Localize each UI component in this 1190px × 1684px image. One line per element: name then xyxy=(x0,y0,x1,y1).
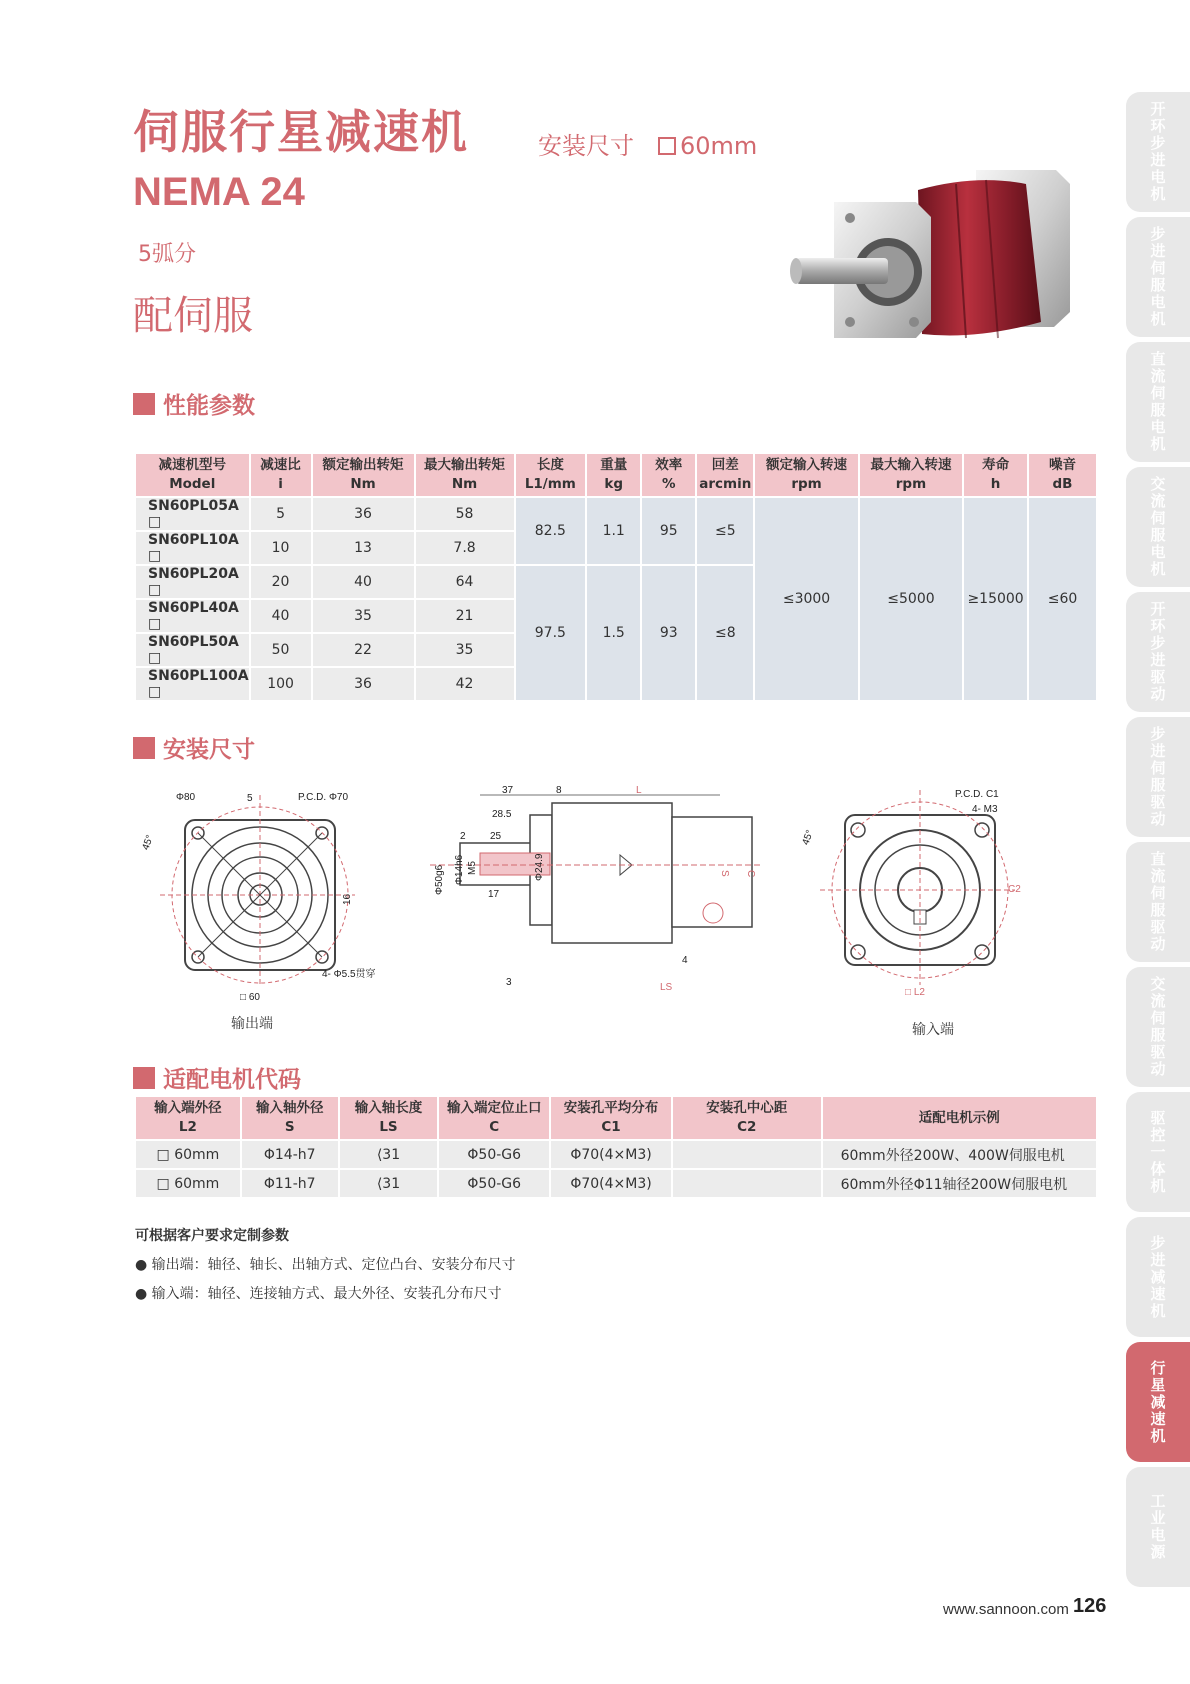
dim-25: 25 xyxy=(490,831,502,842)
side-tab-integrated-controller[interactable]: 驱控一体机 xyxy=(1126,1092,1190,1212)
output-end-drawing xyxy=(140,785,376,1015)
dim-4-m3: 4- M3 xyxy=(972,804,998,815)
side-tab-ac-servo-driver[interactable]: 交流伺服驱动 xyxy=(1126,967,1190,1087)
page-number: 126 xyxy=(1073,1595,1107,1617)
dim-pcd-c1: P.C.D. C1 xyxy=(955,789,999,800)
motor-fit-table xyxy=(134,1095,1098,1199)
gearbox-product-image xyxy=(826,162,1076,362)
header-cell: 输入端外径 L2 xyxy=(135,1096,241,1140)
header-cell: 输入轴外径 S xyxy=(241,1096,339,1140)
dim-3: 3 xyxy=(506,977,512,988)
table-row: SN60PL100A □ 100 36 42 xyxy=(135,667,1097,701)
header-cell: 额定输出转矩 Nm xyxy=(312,453,415,497)
dim-16: 16 xyxy=(342,893,353,905)
header-cell: 最大输入转速 rpm xyxy=(859,453,963,497)
dim-phi24-9: Φ24.9 xyxy=(534,853,545,881)
dim-phi14: Φ14h6 xyxy=(454,854,465,885)
section-title-dimensions: 安装尺寸 xyxy=(133,731,255,764)
side-tab-stepper-servo-motor[interactable]: 步进伺服电机 xyxy=(1126,217,1190,337)
section-marker xyxy=(133,1067,155,1089)
nema-label: NEMA 24 xyxy=(133,170,305,214)
section-marker xyxy=(133,393,155,415)
header-cell: 安装孔平均分布 C1 xyxy=(550,1096,672,1140)
table-row: □ 60mm Φ11-h7 ⟨31 Φ50-G6 Φ70(4×M3) 60mm外径Φ11轴径200W伺服电机 xyxy=(135,1169,1097,1198)
servo-label: 配伺服 xyxy=(133,293,253,339)
header-cell: 减速比 i xyxy=(250,453,312,497)
square-icon xyxy=(658,137,676,155)
dim-5: 5 xyxy=(247,793,253,804)
dim-8: 8 xyxy=(556,785,562,796)
table-row: SN60PL40A □ 40 35 21 xyxy=(135,599,1097,633)
dim-45deg-input: 45° xyxy=(800,828,816,847)
dim-45deg: 45° xyxy=(140,833,156,852)
dim-S: S xyxy=(719,870,730,877)
page-title: 伺服行星减速机 xyxy=(133,105,469,159)
table-row: □ 60mm Φ14-h7 ⟨31 Φ50-G6 Φ70(4×M3) 60mm外径200W、400W伺服电机 xyxy=(135,1140,1097,1169)
table-row: SN60PL10A □ 10 13 7.8 xyxy=(135,531,1097,565)
header-cell: 重量 kg xyxy=(586,453,641,497)
section-title-performance: 性能参数 xyxy=(133,387,255,420)
dim-2: 2 xyxy=(460,831,466,842)
side-tab-dc-servo-driver[interactable]: 直流伺服驱动 xyxy=(1126,842,1190,962)
output-end-label: 输出端 xyxy=(231,1016,273,1032)
table-row: SN60PL05A □ 5 36 58 82.5 1.1 95 ≤5 ≤3000 ≤5000 ≥15000 ≤60 xyxy=(135,497,1097,531)
header-cell: 输入轴长度 LS xyxy=(339,1096,439,1140)
side-tab-open-loop-stepper-driver[interactable]: 开环步进驱动 xyxy=(1126,592,1190,712)
dim-holes: 4- Φ5.5贯穿 xyxy=(322,969,376,980)
section-title-motor-codes: 适配电机代码 xyxy=(133,1061,301,1094)
footer-url: www.sannoon.com xyxy=(943,1601,1069,1618)
side-tab-stepper-servo-driver[interactable]: 步进伺服驱动 xyxy=(1126,717,1190,837)
dim-m5: M5 xyxy=(467,861,478,875)
mount-label: 安装尺寸 xyxy=(538,132,634,160)
performance-table xyxy=(134,452,1098,702)
header-cell: 寿命 h xyxy=(963,453,1028,497)
mount-size-value: 60mm xyxy=(680,132,758,160)
header-cell: 输入端定位止口 C xyxy=(438,1096,550,1140)
dim-phi80: Φ80 xyxy=(176,792,196,803)
dim-37: 37 xyxy=(502,785,514,796)
backlash-label: 5弧分 xyxy=(138,242,196,267)
header-cell: 适配电机示例 xyxy=(822,1096,1097,1140)
section-marker xyxy=(133,737,155,759)
side-tab-industrial-power[interactable]: 工业电源 xyxy=(1126,1467,1190,1587)
dim-C2: C2 xyxy=(1008,884,1021,895)
side-tab-stepper-gearbox[interactable]: 步进减速机 xyxy=(1126,1217,1190,1337)
dim-28-5: 28.5 xyxy=(492,809,512,820)
header-cell: 长度 L1/mm xyxy=(515,453,587,497)
header-cell: 额定输入转速 rpm xyxy=(754,453,858,497)
side-tab-open-loop-stepper-motor[interactable]: 开环步进电机 xyxy=(1126,92,1190,212)
dim-LS: LS xyxy=(660,982,673,993)
dim-pcd70: P.C.D. Φ70 xyxy=(298,792,349,803)
header-cell: 效率 % xyxy=(641,453,696,497)
header-cell: 回差 arcmin xyxy=(696,453,754,497)
dim-C: C xyxy=(745,870,756,878)
header-cell: 噪音 dB xyxy=(1028,453,1097,497)
dim-L2: □ L2 xyxy=(905,987,925,998)
dim-L: L xyxy=(636,785,642,796)
customization-item: ● 输入端：轴径、连接轴方式、最大外径、安装孔分布尺寸 xyxy=(135,1286,502,1302)
customization-item: ● 输出端：轴径、轴长、出轴方式、定位凸台、安装分布尺寸 xyxy=(135,1257,516,1273)
header-cell: 减速机型号 Model xyxy=(135,453,250,497)
table-row: SN60PL20A □ 20 40 64 97.5 1.5 93 ≤8 xyxy=(135,565,1097,599)
dim-sq60: □ 60 xyxy=(240,992,260,1003)
table-header-row xyxy=(135,1096,1097,1140)
side-section-drawing xyxy=(420,785,770,1000)
input-end-label: 输入端 xyxy=(912,1022,954,1038)
dim-phi50: Φ50g6 xyxy=(434,864,445,895)
table-row: SN60PL50A □ 50 22 35 xyxy=(135,633,1097,667)
side-tab-planetary-gearbox[interactable]: 行星减速机 xyxy=(1126,1342,1190,1462)
mount-size xyxy=(538,126,757,161)
side-tab-ac-servo-motor[interactable]: 交流伺服电机 xyxy=(1126,467,1190,587)
header-cell: 安装孔中心距 C2 xyxy=(672,1096,822,1140)
side-tab-dc-servo-motor[interactable]: 直流伺服电机 xyxy=(1126,342,1190,462)
dim-4: 4 xyxy=(682,955,688,966)
dim-17: 17 xyxy=(488,889,500,900)
header-cell: 最大输出转矩 Nm xyxy=(415,453,515,497)
customization-title: 可根据客户要求定制参数 xyxy=(135,1228,289,1244)
table-header-row xyxy=(135,453,1097,497)
input-end-drawing xyxy=(800,785,1030,1015)
